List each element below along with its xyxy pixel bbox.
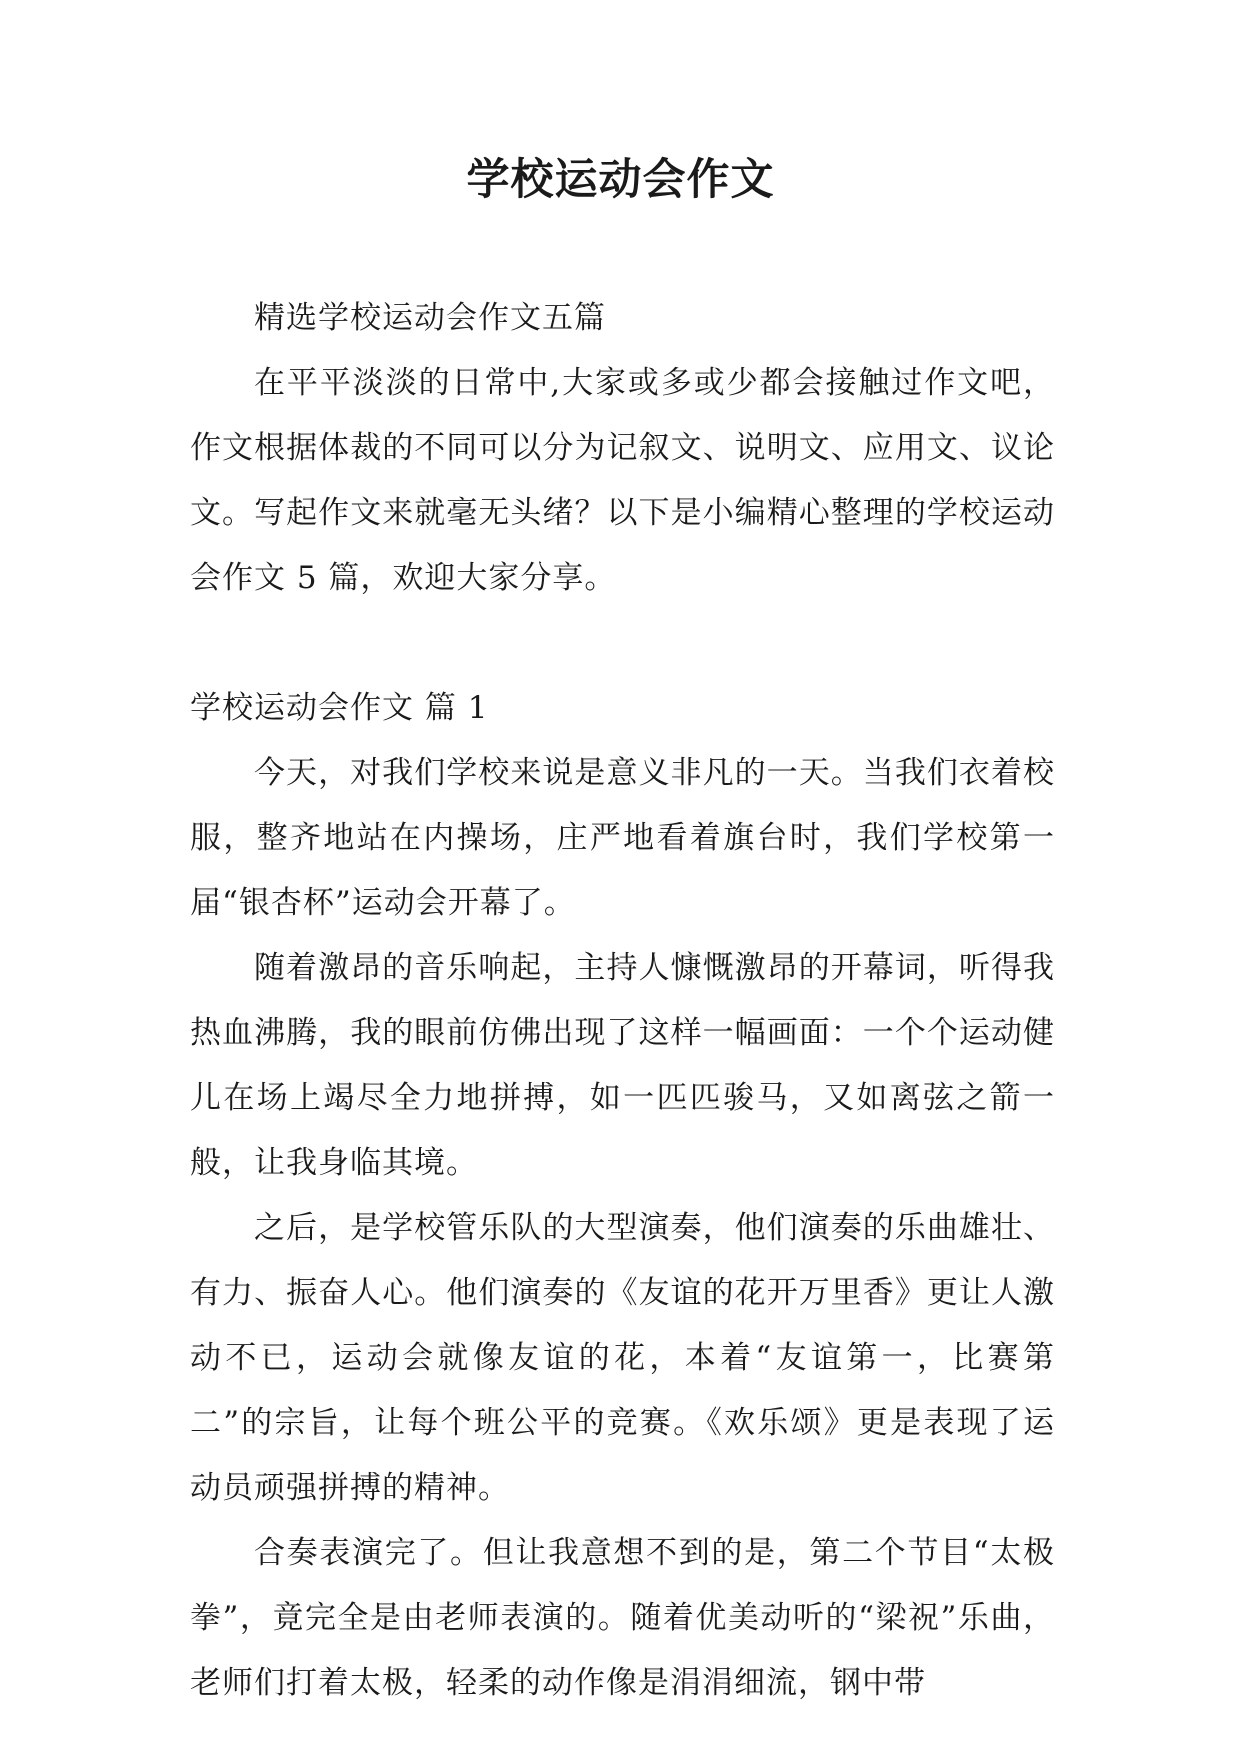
body-paragraph: 之后，是学校管乐队的大型演奏，他们演奏的乐曲雄壮、有力、振奋人心。他们演奏的《友谊的花开万里香》更让人激动不已，运动会就像友谊的花，本着“友谊第一，比赛第二”的宗旨，让每个班公平的竞赛。《欢乐颂》更是表现了运动员顽强拼搏的精神。 [190, 1210, 1055, 1506]
document-body [190, 286, 1055, 1716]
body-paragraph: 随着激昂的音乐响起，主持人慷慨激昂的开幕词，听得我热血沸腾，我的眼前仿佛出现了这样一幅画面：一个个运动健儿在场上竭尽全力地拼搏，如一匹匹骏马，又如离弦之箭一般，让我身临其境。 [190, 950, 1055, 1181]
document-subtitle: 精选学校运动会作文五篇 [254, 300, 606, 336]
intro-paragraph: 在平平淡淡的日常中,大家或多或少都会接触过作文吧，作文根据体裁的不同可以分为记叙文、说明文、应用文、议论文。写起作文来就毫无头绪？以下是小编精心整理的学校运动会作文 5 篇，欢迎大家分享。 [190, 365, 1055, 596]
body-paragraph: 合奏表演完了。但让我意想不到的是，第二个节目“太极拳”，竟完全是由老师表演的。随着优美动听的“梁祝”乐曲，老师们打着太极，轻柔的动作像是涓涓细流，钢中带 [190, 1535, 1055, 1701]
section-spacer [190, 611, 1055, 676]
body-paragraph: 今天，对我们学校来说是意义非凡的一天。当我们衣着校服，整齐地站在内操场，庄严地看着旗台时，我们学校第一届“银杏杯”运动会开幕了。 [190, 755, 1055, 921]
section-heading: 学校运动会作文 篇 1 [190, 690, 489, 726]
document-title: 学校运动会作文 [466, 155, 775, 205]
